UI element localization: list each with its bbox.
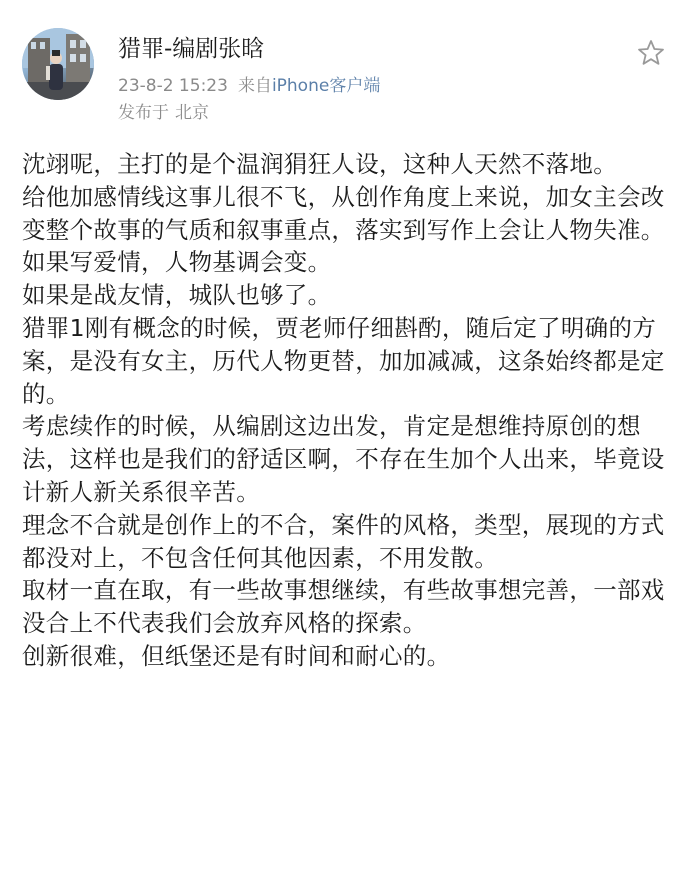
- avatar[interactable]: [22, 28, 94, 100]
- source-prefix: 来自: [237, 76, 272, 96]
- post-paragraph: 如果是战友情，城队也够了。: [22, 281, 332, 310]
- post-paragraph: 猎罪1刚有概念的时候，贾老师仔细斟酌，随后定了明确的方案，是没有女主，历代人物更替，加加减减，这条始终都是定的。: [22, 313, 665, 408]
- post-header: [0, 0, 690, 140]
- post-paragraph: 理念不合就是创作上的不合，案件的风格，类型，展现的方式都没对上，不包含任何其他因素，不用发散。: [22, 510, 665, 572]
- post-source[interactable]: iPhone客户端: [271, 76, 381, 96]
- favorite-button[interactable]: [636, 38, 666, 68]
- post-paragraph: 沈翊呢，主打的是个温润狷狂人设，这种人天然不落地。: [22, 150, 617, 178]
- post-content: [22, 148, 672, 673]
- star-outline-icon: [636, 38, 666, 68]
- post-location: [118, 101, 209, 125]
- post-paragraph: 考虑续作的时候，从编剧这边出发，肯定是想维持原创的想法，这样也是我们的舒适区啊，不存在生加个人出来，毕竟设计新人新关系很辛苦。: [22, 412, 665, 506]
- post-paragraph: 给他加感情线这事儿很不飞，从创作角度上来说，加女主会改变整个故事的气质和叙事重点，落实到写作上会让人物失准。: [22, 182, 665, 244]
- location-label: 发布于: [118, 103, 169, 123]
- post-paragraph: 如果写爱情，人物基调会变。: [22, 248, 332, 277]
- author-name[interactable]: 猎罪-编剧张晗: [118, 36, 265, 62]
- post-paragraph: 创新很难，但纸堡还是有时间和耐心的。: [22, 641, 451, 670]
- post-meta: [118, 74, 380, 98]
- post-timestamp: 23-8-2 15:23: [118, 76, 228, 96]
- post-paragraph: 取材一直在取，有一些故事想继续，有些故事想完善，一部戏没合上不代表我们会放弃风格的探索。: [22, 576, 665, 638]
- location-value: 北京: [175, 103, 209, 123]
- avatar-photo: [22, 28, 94, 100]
